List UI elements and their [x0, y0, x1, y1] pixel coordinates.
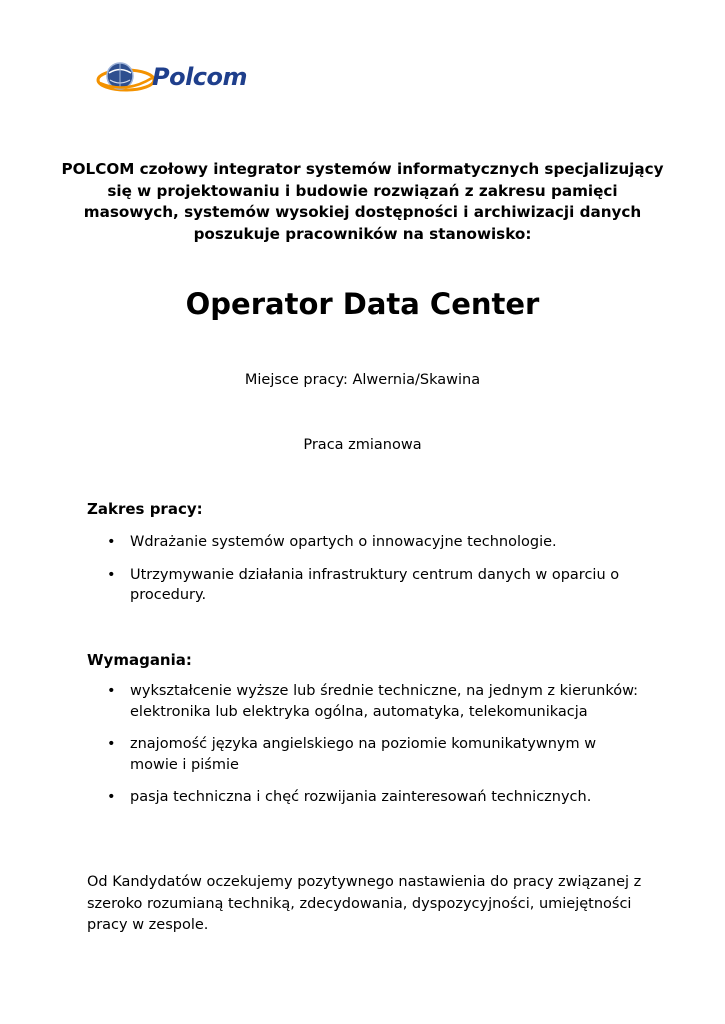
list-item [87, 565, 647, 606]
list-item-text: Wdrażanie systemów opartych o innowacyjne technologie. [130, 534, 557, 550]
scope-list [87, 532, 647, 618]
bullet-icon: • [107, 683, 116, 699]
requirements-list [87, 681, 647, 820]
list-item [87, 734, 647, 775]
job-title: Operator Data Center [185, 287, 540, 321]
work-location: Miejsce pracy: Alwernia/Skawina [244, 372, 481, 388]
scope-heading: Zakres pracy: [87, 500, 203, 518]
work-schedule: Praca zmianowa [303, 437, 422, 453]
list-item [87, 681, 647, 722]
logo-wordmark: Polcom [152, 63, 248, 91]
list-item-text: znajomość języka angielskiego na poziomie komunikatywnym w mowie i piśmie [130, 736, 597, 773]
list-item-text: Utrzymywanie działania infrastruktury centrum danych w oparciu o procedury. [130, 566, 620, 603]
list-item [87, 787, 647, 808]
closing-paragraph: Od Kandydatów oczekujemy pozytywnego nastawienia do pracy związanej z szeroko rozumianą techniką, zdecydowania, dyspozycyjności, umiejętności pracy w zespole. [87, 874, 642, 933]
company-intro: POLCOM czołowy integrator systemów informatycznych specjalizujący się w projektowaniu i budowie rozwiązań z zakresu pamięci masowych, systemów wysokiej dostępności i archiwizacji danych poszukuje pracowników na stanowisko: [61, 160, 664, 243]
list-item-text: pasja techniczna i chęć rozwijania zainteresowań technicznych. [130, 789, 592, 805]
bullet-icon: • [107, 566, 116, 583]
bullet-icon: • [107, 789, 116, 805]
list-item [87, 532, 647, 553]
polcom-globe-icon [96, 56, 156, 100]
bullet-icon: • [107, 736, 116, 752]
requirements-heading: Wymagania: [87, 651, 192, 669]
bullet-icon: • [107, 534, 116, 550]
list-item-text: wykształcenie wyższe lub średnie techniczne, na jednym z kierunków: elektronika lub elektryka ogólna, automatyka, telekomunikacja [130, 683, 639, 720]
polcom-logo [96, 56, 276, 100]
